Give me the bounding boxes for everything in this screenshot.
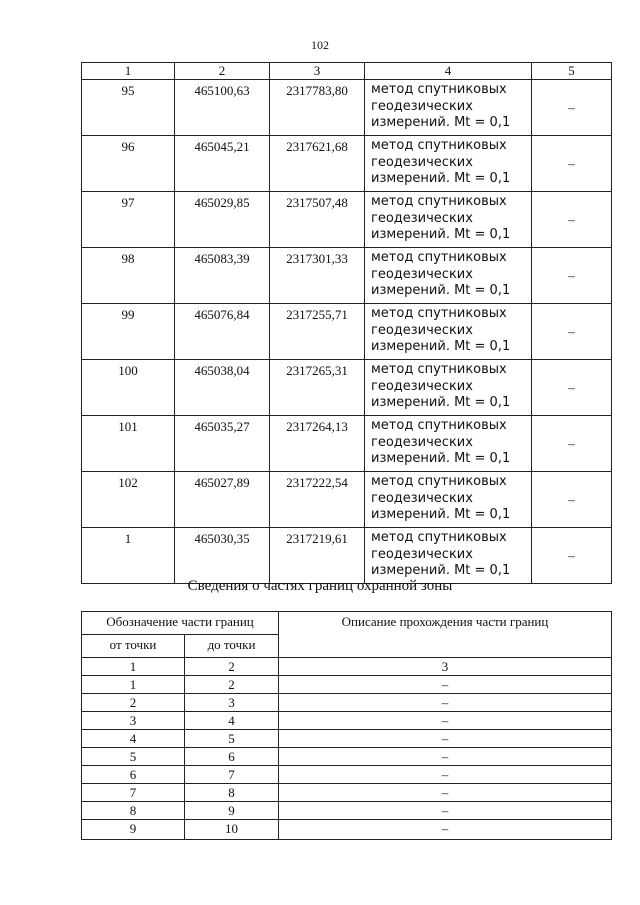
method-line: геодезических (371, 490, 473, 506)
method-line: метод спутниковых (371, 362, 507, 377)
method-description (365, 192, 532, 248)
coordinates-table (81, 62, 612, 584)
from-point: 3 (82, 712, 185, 730)
point-number: 95 (82, 80, 175, 136)
note: – (532, 80, 612, 136)
method-line: измерений. Mt = 0,1 (371, 507, 511, 522)
coordinate-y: 2317783,80 (270, 80, 365, 136)
column-header: 4 (365, 63, 532, 80)
method-line: метод спутниковых (371, 82, 507, 97)
method-description (365, 136, 532, 192)
coordinate-x: 465045,21 (175, 136, 270, 192)
to-point: 2 (185, 676, 279, 694)
to-point-header: до точки (185, 635, 279, 658)
from-point: 4 (82, 730, 185, 748)
from-point: 6 (82, 766, 185, 784)
method-line: геодезических (371, 546, 473, 562)
method-line: измерений. Mt = 0,1 (371, 227, 511, 242)
table-row (82, 766, 612, 784)
note: – (532, 136, 612, 192)
description-header: Описание прохождения части границ (279, 612, 612, 658)
method-line: метод спутниковых (371, 138, 507, 153)
page-number: 102 (311, 38, 329, 52)
method-line: геодезических (371, 266, 473, 282)
part-description: – (279, 802, 612, 820)
method-line: измерений. Mt = 0,1 (371, 115, 511, 130)
from-point: 2 (82, 694, 185, 712)
from-point: 8 (82, 802, 185, 820)
coordinate-y: 2317219,61 (270, 528, 365, 584)
from-point: 7 (82, 784, 185, 802)
column-number: 1 (82, 658, 185, 676)
note: – (532, 528, 612, 584)
point-number: 1 (82, 528, 175, 584)
method-description (365, 416, 532, 472)
method-line: измерений. Mt = 0,1 (371, 451, 511, 466)
table-row (82, 802, 612, 820)
method-description (365, 304, 532, 360)
part-description: – (279, 748, 612, 766)
table-row (82, 784, 612, 802)
section-title: Сведения о частях границ охранной зоны (187, 578, 453, 594)
method-line: измерений. Mt = 0,1 (371, 283, 511, 298)
part-description: – (279, 766, 612, 784)
coordinate-x: 465035,27 (175, 416, 270, 472)
method-line: метод спутниковых (371, 194, 507, 209)
to-point: 5 (185, 730, 279, 748)
method-line: измерений. Mt = 0,1 (371, 395, 511, 410)
column-numbering-row (82, 658, 612, 676)
point-number: 101 (82, 416, 175, 472)
table-row (82, 136, 612, 192)
coordinate-x: 465038,04 (175, 360, 270, 416)
coordinate-x: 465029,85 (175, 192, 270, 248)
from-point: 9 (82, 820, 185, 840)
coordinate-x: 465100,63 (175, 80, 270, 136)
table-row (82, 748, 612, 766)
part-description: – (279, 820, 612, 840)
method-line: метод спутниковых (371, 306, 507, 321)
column-header: 3 (270, 63, 365, 80)
to-point: 9 (185, 802, 279, 820)
method-line: геодезических (371, 98, 473, 114)
to-point: 3 (185, 694, 279, 712)
coordinate-y: 2317265,31 (270, 360, 365, 416)
table-row (82, 694, 612, 712)
coordinate-x: 465027,89 (175, 472, 270, 528)
point-number: 98 (82, 248, 175, 304)
point-number: 97 (82, 192, 175, 248)
coordinate-y: 2317255,71 (270, 304, 365, 360)
coordinate-y: 2317507,48 (270, 192, 365, 248)
table-row (82, 192, 612, 248)
point-number: 100 (82, 360, 175, 416)
to-point: 4 (185, 712, 279, 730)
part-description: – (279, 712, 612, 730)
method-description (365, 360, 532, 416)
method-description (365, 472, 532, 528)
point-number: 96 (82, 136, 175, 192)
to-point: 10 (185, 820, 279, 840)
coordinate-y: 2317222,54 (270, 472, 365, 528)
coordinates-table-header (82, 63, 612, 80)
method-description (365, 528, 532, 584)
boundary-parts-table (81, 611, 612, 840)
part-description: – (279, 784, 612, 802)
method-line: измерений. Mt = 0,1 (371, 563, 511, 578)
coordinate-y: 2317621,68 (270, 136, 365, 192)
method-line: измерений. Mt = 0,1 (371, 171, 511, 186)
point-number: 99 (82, 304, 175, 360)
from-point: 5 (82, 748, 185, 766)
table-row (82, 730, 612, 748)
table-row (82, 528, 612, 584)
to-point: 7 (185, 766, 279, 784)
coordinate-x: 465083,39 (175, 248, 270, 304)
table-row (82, 360, 612, 416)
method-line: геодезических (371, 322, 473, 338)
note: – (532, 472, 612, 528)
note: – (532, 360, 612, 416)
method-description (365, 248, 532, 304)
table-row (82, 820, 612, 840)
column-number: 2 (185, 658, 279, 676)
method-line: метод спутниковых (371, 250, 507, 265)
coordinate-y: 2317301,33 (270, 248, 365, 304)
note: – (532, 416, 612, 472)
note: – (532, 248, 612, 304)
from-point: 1 (82, 676, 185, 694)
coordinate-y: 2317264,13 (270, 416, 365, 472)
from-point-header: от точки (82, 635, 185, 658)
to-point: 6 (185, 748, 279, 766)
table-row (82, 472, 612, 528)
method-line: геодезических (371, 378, 473, 394)
coordinate-x: 465030,35 (175, 528, 270, 584)
column-number: 3 (279, 658, 612, 676)
column-header: 5 (532, 63, 612, 80)
method-line: метод спутниковых (371, 418, 507, 433)
point-number: 102 (82, 472, 175, 528)
method-line: метод спутниковых (371, 530, 507, 545)
table-row (82, 304, 612, 360)
method-line: геодезических (371, 154, 473, 170)
table-row (82, 248, 612, 304)
coordinate-x: 465076,84 (175, 304, 270, 360)
table-row (82, 676, 612, 694)
method-line: геодезических (371, 210, 473, 226)
part-description: – (279, 676, 612, 694)
method-line: измерений. Mt = 0,1 (371, 339, 511, 354)
part-description: – (279, 694, 612, 712)
table-row (82, 80, 612, 136)
part-description: – (279, 730, 612, 748)
group-header: Обозначение части границ (82, 612, 279, 635)
method-line: метод спутниковых (371, 474, 507, 489)
to-point: 8 (185, 784, 279, 802)
table-row (82, 712, 612, 730)
column-header: 2 (175, 63, 270, 80)
column-header: 1 (82, 63, 175, 80)
table-row (82, 416, 612, 472)
note: – (532, 192, 612, 248)
note: – (532, 304, 612, 360)
method-line: геодезических (371, 434, 473, 450)
method-description (365, 80, 532, 136)
